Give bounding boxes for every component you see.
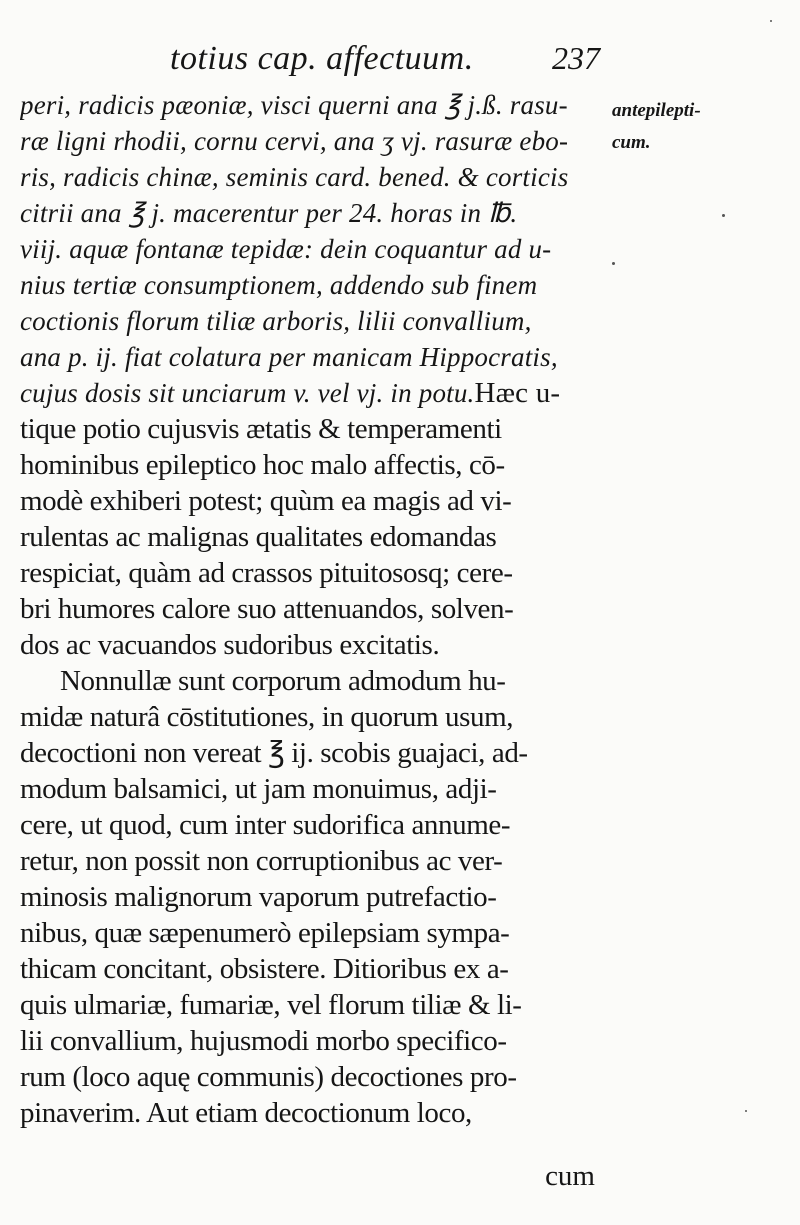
text-line: quis ulmariæ, fumariæ, vel florum tiliæ & li- bbox=[20, 989, 522, 1021]
margin-note-line: cum. bbox=[612, 132, 651, 153]
running-title: totius cap. affectuum. bbox=[170, 40, 474, 77]
paragraph-first-line: Nonnullæ sunt corporum admodum hu- bbox=[60, 665, 506, 697]
text-line: nibus, quæ sæpenumerò epilepsiam sympa- bbox=[20, 917, 510, 949]
text-line: modum balsamici, ut jam monuimus, adji- bbox=[20, 773, 497, 805]
text-line: minosis malignorum vaporum putrefactio- bbox=[20, 881, 497, 913]
body-text bbox=[20, 87, 615, 1131]
text-line: rulentas ac malignas qualitates edomandas bbox=[20, 521, 497, 553]
paper-speck bbox=[745, 1110, 747, 1112]
text-line-italic-part: cujus dosis sit unciarum v. vel vj. in potu. bbox=[20, 378, 475, 408]
text-line: ris, radicis chinæ, seminis card. bened. & corticis bbox=[20, 162, 569, 192]
text-line: bri humores calore suo attenuandos, solven- bbox=[20, 593, 514, 625]
text-line: hominibus epileptico hoc malo affectis, cō- bbox=[20, 449, 505, 481]
text-line: viij. aquæ fontanæ tepidæ: dein coquantur ad u- bbox=[20, 234, 552, 264]
text-line: dos ac vacuandos sudoribus excitatis. bbox=[20, 629, 440, 661]
text-line: ræ ligni rhodii, cornu cervi, ana ʒ vj. rasuræ ebo- bbox=[20, 126, 569, 156]
text-line: decoctioni non vereat ℥ ij. scobis guajaci, ad- bbox=[20, 737, 528, 769]
page-number: 237 bbox=[552, 40, 600, 76]
text-line: respiciat, quàm ad crassos pituitososq; cere- bbox=[20, 557, 513, 589]
paper-speck bbox=[722, 214, 725, 217]
text-line: tique potio cujusvis ætatis & temperamenti bbox=[20, 413, 502, 445]
text-line: nius tertiæ consumptionem, addendo sub finem bbox=[20, 270, 538, 300]
text-line: rum (loco aquę communis) decoctiones pro- bbox=[20, 1061, 517, 1093]
margin-note bbox=[612, 95, 797, 159]
text-line-mixed bbox=[20, 375, 615, 411]
text-line: coctionis florum tiliæ arboris, lilii convallium, bbox=[20, 306, 532, 336]
catchword: cum bbox=[545, 1160, 595, 1192]
text-line: ana p. ij. fiat colatura per manicam Hippocratis, bbox=[20, 342, 558, 372]
text-line: midæ naturâ cōstitutiones, in quorum usum, bbox=[20, 701, 514, 733]
text-line: citrii ana ℥ j. macerentur per 24. horas in ℔. bbox=[20, 198, 518, 228]
paper-speck bbox=[770, 20, 772, 22]
margin-note-line: antepilepti- bbox=[612, 100, 701, 121]
text-line: modè exhiberi potest; quùm ea magis ad vi- bbox=[20, 485, 512, 517]
text-line: thicam concitant, obsistere. Ditioribus ex a- bbox=[20, 953, 509, 985]
text-line: retur, non possit non corruptionibus ac ver- bbox=[20, 845, 503, 877]
text-line: cere, ut quod, cum inter sudorifica annume- bbox=[20, 809, 511, 841]
text-line: peri, radicis pæoniæ, visci querni ana ℥ j.ß. rasu- bbox=[20, 90, 568, 120]
text-line: lii convallium, hujusmodi morbo specifico- bbox=[20, 1025, 507, 1057]
text-line: pinaverim. Aut etiam decoctionum loco, bbox=[20, 1097, 472, 1129]
text-line-roman-part: Hæc u- bbox=[474, 377, 561, 409]
running-head bbox=[150, 40, 600, 90]
